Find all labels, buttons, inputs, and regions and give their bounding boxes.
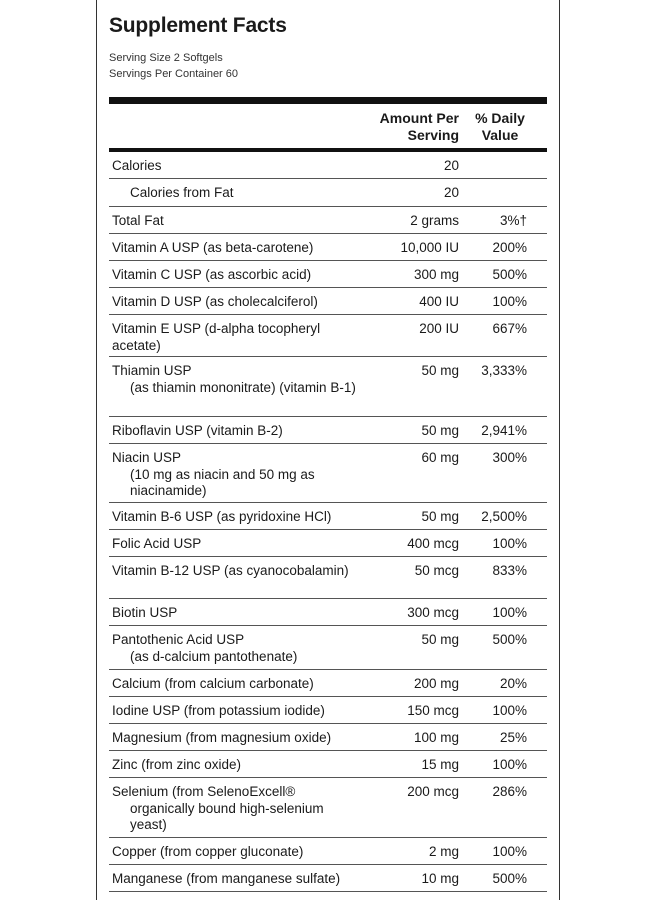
- daily-value: 25%: [499, 730, 527, 745]
- daily-value: 100%: [492, 605, 527, 620]
- amount-per-serving: 50 mg: [421, 363, 459, 378]
- nutrient-name: Calories: [112, 158, 162, 173]
- nutrient-name: Calories from Fat: [130, 185, 234, 200]
- table-row: [109, 179, 547, 207]
- amount-per-serving: 50 mg: [421, 509, 459, 524]
- table-row: [109, 724, 547, 751]
- table-row: [109, 152, 547, 179]
- daily-value: 200%: [492, 240, 527, 255]
- nutrient-name: Niacin USP (10 mg as niacin and 50 mg as niacinamide): [112, 450, 315, 498]
- daily-value: 100%: [492, 294, 527, 309]
- amount-per-serving: 50 mg: [421, 423, 459, 438]
- table-row: [109, 261, 547, 288]
- table-row: [109, 865, 547, 892]
- amount-per-serving: 200 mg: [413, 676, 459, 691]
- table-row: [109, 315, 547, 357]
- table-row: [109, 778, 547, 838]
- daily-value: 500%: [492, 632, 527, 647]
- daily-value: 100%: [492, 757, 527, 772]
- nutrient-name: Manganese (from manganese sulfate): [112, 871, 341, 886]
- daily-value: 100%: [492, 536, 527, 551]
- amount-per-serving: 300 mcg: [407, 605, 459, 620]
- serving-size: Serving Size 2 Softgels: [109, 52, 223, 64]
- nutrient-name: Vitamin E USP (d-alpha tocopheryl acetate): [112, 321, 321, 353]
- amount-per-serving: 10 mg: [421, 871, 459, 886]
- daily-value: 2,941%: [481, 423, 527, 438]
- servings-per-container: Servings Per Container 60: [109, 68, 239, 80]
- nutrient-name: Total Fat: [112, 213, 164, 228]
- table-row: [109, 626, 547, 670]
- daily-value: 20%: [499, 676, 527, 691]
- supplement-facts-panel: [96, 0, 560, 900]
- daily-value: 100%: [492, 844, 527, 859]
- daily-value: 500%: [492, 871, 527, 886]
- daily-value: 2,500%: [481, 509, 527, 524]
- amount-per-serving: 20: [443, 185, 459, 200]
- table-row: [109, 417, 547, 444]
- table-row: [109, 503, 547, 530]
- table-row: [109, 530, 547, 557]
- nutrient-name: Zinc (from zinc oxide): [112, 757, 242, 772]
- amount-per-serving: 400 IU: [419, 294, 459, 309]
- amount-per-serving: 200 IU: [419, 321, 459, 336]
- table-row: [109, 444, 547, 503]
- nutrient-name: Vitamin B-12 USP (as cyanocobalamin): [112, 563, 349, 578]
- thick-divider: [109, 97, 547, 104]
- panel-title: Supplement Facts: [109, 14, 287, 37]
- nutrient-name: Folic Acid USP: [112, 536, 202, 551]
- table-row: [109, 557, 547, 599]
- table-row: [109, 599, 547, 626]
- daily-value: 3%†: [499, 213, 527, 228]
- table-row: [109, 697, 547, 724]
- table-row: [109, 207, 547, 234]
- amount-per-serving: 2 grams: [410, 213, 459, 228]
- nutrient-name: Pantothenic Acid USP (as d-calcium pantothenate): [112, 632, 298, 664]
- amount-per-serving: 50 mcg: [414, 563, 459, 578]
- amount-per-serving: 15 mg: [421, 757, 459, 772]
- daily-value: 500%: [492, 267, 527, 282]
- daily-value: 286%: [492, 784, 527, 799]
- amount-per-serving-header: Amount Per Serving: [379, 110, 459, 143]
- nutrient-name: Copper (from copper gluconate): [112, 844, 304, 859]
- daily-value: 833%: [492, 563, 527, 578]
- amount-per-serving: 10,000 IU: [400, 240, 459, 255]
- amount-per-serving: 100 mg: [413, 730, 459, 745]
- table-row: [109, 670, 547, 697]
- daily-value: 300%: [492, 450, 527, 465]
- nutrient-name: Magnesium (from magnesium oxide): [112, 730, 332, 745]
- column-header: [109, 104, 547, 152]
- table-row: [109, 288, 547, 315]
- nutrient-name: Riboflavin USP (vitamin B-2): [112, 423, 283, 438]
- table-row: [109, 357, 547, 417]
- nutrient-table: [109, 152, 547, 892]
- nutrient-name: Calcium (from calcium carbonate): [112, 676, 314, 691]
- nutrient-name: Vitamin B-6 USP (as pyridoxine HCl): [112, 509, 332, 524]
- amount-per-serving: 2 mg: [428, 844, 459, 859]
- amount-per-serving: 60 mg: [421, 450, 459, 465]
- amount-per-serving: 200 mcg: [407, 784, 459, 799]
- table-row: [109, 751, 547, 778]
- table-row: [109, 234, 547, 261]
- table-row: [109, 838, 547, 865]
- amount-per-serving: 20: [443, 158, 459, 173]
- nutrient-name: Vitamin D USP (as cholecalciferol): [112, 294, 318, 309]
- daily-value: 3,333%: [481, 363, 527, 378]
- daily-value-header: % Daily Value: [475, 110, 525, 143]
- nutrient-name: Thiamin USP (as thiamin mononitrate) (vitamin B-1): [112, 363, 356, 395]
- amount-per-serving: 300 mg: [413, 267, 459, 282]
- amount-per-serving: 150 mcg: [407, 703, 459, 718]
- nutrient-name: Biotin USP: [112, 605, 178, 620]
- nutrient-name: Selenium (from SelenoExcell® organically bound high-selenium yeast): [112, 784, 324, 832]
- amount-per-serving: 50 mg: [421, 632, 459, 647]
- nutrient-name: Vitamin C USP (as ascorbic acid): [112, 267, 312, 282]
- nutrient-name: Vitamin A USP (as beta-carotene): [112, 240, 314, 255]
- nutrient-name: Iodine USP (from potassium iodide): [112, 703, 325, 718]
- daily-value: 100%: [492, 703, 527, 718]
- daily-value: 667%: [492, 321, 527, 336]
- amount-per-serving: 400 mcg: [407, 536, 459, 551]
